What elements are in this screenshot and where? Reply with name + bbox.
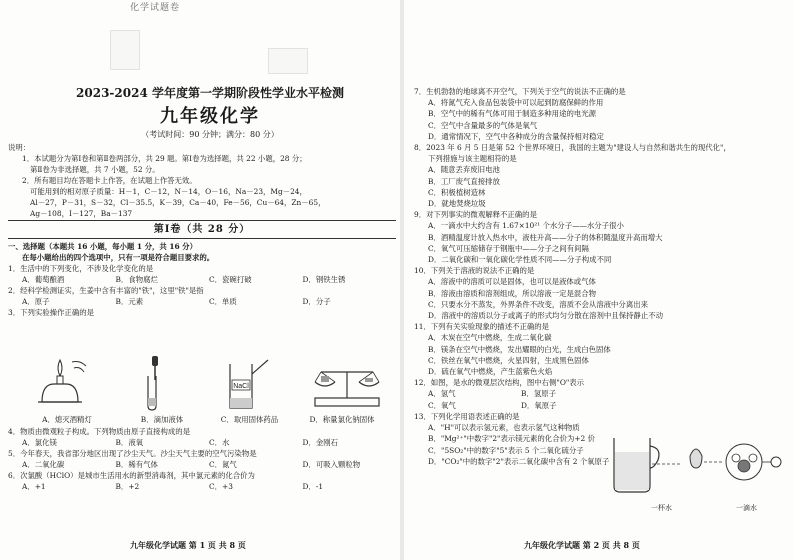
option: D．称量氯化钠固体 xyxy=(309,415,375,424)
page-footer: 九年级化学试题 第 2 页 共 8 页 xyxy=(524,540,640,550)
part-description: 在每小题给出的四个选项中，只有一项是符合题目要求的。 xyxy=(22,253,215,262)
option: D．-1 xyxy=(302,482,324,491)
option: B．液氧 xyxy=(115,438,144,447)
question-stem: 3．下列实验操作正确的是 xyxy=(8,308,95,317)
option: C．空气中含量最多的气体是氧气 xyxy=(428,120,538,130)
option: D．就地焚烧垃圾 xyxy=(428,199,486,209)
option: B．镁条在空气中燃烧，发出耀眼的白光，生成白色固体 xyxy=(428,344,611,354)
exam-grade-title: 九年级化学 xyxy=(160,106,260,127)
option: C．单质 xyxy=(209,297,237,306)
option: B．+2 xyxy=(115,482,140,491)
question-stem: 8．2023 年 6 月 5 日是第 52 个世界环境日，我国的主题为"建设人与自然和谐共生的现代化"， xyxy=(414,143,731,153)
question-stem-cont: 下列措施与该主题相符的是 xyxy=(428,154,517,164)
figure-label-cup: 一杯水 xyxy=(651,504,672,512)
question-stem: 4．物质由微观粒子构成。下列物质由原子直接构成的是 xyxy=(8,427,191,436)
option-row xyxy=(8,437,396,448)
top-scrap-text: 化学试题卷 xyxy=(130,3,181,13)
option: A．熄灭酒精灯 xyxy=(42,415,92,424)
option: C．+3 xyxy=(209,482,233,491)
option: D．溶液中的溶质以分子或离子的形式均匀分散在溶剂中且保持静止不动 xyxy=(428,311,664,321)
nacl-label: NaCl xyxy=(233,383,249,390)
instructions-label: 说明： xyxy=(8,143,31,152)
option: D．"CO₂"中的数字"2"表示二氧化碳中含有 2 个氧原子 xyxy=(428,456,610,466)
option: D．氧原子 xyxy=(521,400,557,410)
option-row xyxy=(414,388,614,399)
option-row xyxy=(8,459,396,470)
question-stem: 13．下列化学用语表述正确的是 xyxy=(414,411,520,421)
instruction-line: Ag－108，I－127，Ba－137 xyxy=(30,209,133,218)
option: B．"Mg²⁺"中数字"2"表示镁元素的化合价为+2 价 xyxy=(428,434,595,444)
option: C．取用固体药品 xyxy=(220,415,279,424)
divider xyxy=(8,220,396,221)
option: D．钢铁生锈 xyxy=(302,275,346,284)
option: A．一滴水中大约含有 1.67×10²¹ 个水分子——水分子很小 xyxy=(428,221,624,231)
option: B．酒精温度计放入热水中，液柱升高——分子的体积随温度升高而增大 xyxy=(428,232,663,242)
option: D．二氧化碳和一氧化碳化学性质不同——分子构成不同 xyxy=(428,255,612,265)
option: A．氢气 xyxy=(428,389,456,399)
option: A．溶液中的溶质可以是固体，也可以是液体或气体 xyxy=(428,277,596,287)
option: A．+1 xyxy=(22,482,46,491)
option-row xyxy=(414,400,614,411)
option: A．氯化镁 xyxy=(22,438,57,447)
page-footer: 九年级化学试题 第 1 页 共 8 页 xyxy=(130,540,246,550)
option: B．食物腐烂 xyxy=(115,275,158,284)
option: A．二氧化碳 xyxy=(22,460,65,469)
option: C．积极植树造林 xyxy=(428,187,486,197)
balance-figure xyxy=(307,354,387,412)
option: B．空气中的稀有气体可用于制造多种用途的电光源 xyxy=(428,109,597,119)
option: C．氧气 xyxy=(428,400,456,410)
instruction-line: 可能用到的相对原子质量：H－1，C－12，N－14，O－16，Na－23，Mg－24， xyxy=(30,187,307,196)
question-stem: 9．对下列事实的微观解释不正确的是 xyxy=(414,210,537,220)
option: D．通常情况下，空气中各种成分的含量保持相对稳定 xyxy=(428,131,604,141)
option: C．只要水分不蒸发，外界条件不改变，溶质不会从溶液中分离出来 xyxy=(428,299,648,309)
option: C．氧气可压缩储存于钢瓶中——分子之间有间隔 xyxy=(428,243,589,253)
option: B．滴加液体 xyxy=(140,415,184,424)
solid-reagent-figure xyxy=(222,354,272,412)
option: C．瓷碗打破 xyxy=(209,275,252,284)
option: C．铁丝在氧气中燃烧，火星四射，生成黑色固体 xyxy=(428,355,589,365)
option: A．随意丢弃废旧电池 xyxy=(428,165,500,175)
option-row xyxy=(8,274,396,285)
water-structure-figure xyxy=(604,428,784,498)
option: B．元素 xyxy=(115,297,144,306)
option: D．金刚石 xyxy=(302,438,338,447)
question-stem: 7．生机勃勃的地球离不开空气，下列关于空气的说法不正确的是 xyxy=(414,87,626,96)
dropper-test-tube-figure xyxy=(132,354,182,412)
faded-figure xyxy=(268,48,308,74)
question-stem: 2．经科学检测证实，生姜中含有丰富的"铁"，这里"铁"是指 xyxy=(8,286,204,295)
option: B．溶液由溶质和溶剂组成，所以溶液一定是混合物 xyxy=(428,288,597,298)
question-stem: 10．下列关于溶液的说法不正确的是 xyxy=(414,266,535,276)
instruction-line: 2．所有题目均在答题卡上作答，在试题上作答无效。 xyxy=(22,176,197,185)
option: B．工厂废气直接排放 xyxy=(428,176,500,186)
alcohol-lamp-blowout-figure xyxy=(32,354,92,412)
option-row xyxy=(8,481,396,492)
option: A．木炭在空气中燃烧，生成二氧化碳 xyxy=(428,333,552,343)
figure-label-drop: 一滴水 xyxy=(736,504,757,512)
section-title: 第Ⅰ卷（共 28 分） xyxy=(153,224,251,235)
q3-figures xyxy=(22,354,392,424)
option: A．将氮气充入食品包装袋中可以起到防腐保鲜的作用 xyxy=(428,98,604,108)
faded-figure xyxy=(110,30,140,70)
option: B．稀有气体 xyxy=(115,460,158,469)
part-title: 一、选择题（本题共 16 小题，每小题 1 分，共 16 分） xyxy=(8,242,197,251)
option: C．"5SO₂"中的数字"5"表示 5 个二氧化硫分子 xyxy=(428,445,584,455)
option: D．可吸入颗粒物 xyxy=(302,460,361,469)
option: B．氢原子 xyxy=(521,389,556,399)
question-stem: 1．生活中的下列变化，不涉及化学变化的是 xyxy=(8,264,154,273)
question-stem: 5．今年春天，我省部分地区出现了沙尘天气。沙尘天气主要的空气污染物是 xyxy=(8,449,257,458)
divider xyxy=(8,238,396,239)
instruction-line: 第Ⅱ卷为非选择题，共 7 小题，52 分。 xyxy=(30,165,160,174)
figure-labels xyxy=(619,503,789,513)
option: C．氮气 xyxy=(209,460,237,469)
option: D．分子 xyxy=(302,297,331,306)
instructions-block xyxy=(8,142,396,318)
question-stem: 6．次氯酸（HClO）是城市生活用水的新型消毒剂，其中氯元素的化合价为 xyxy=(8,471,255,480)
option: A．原子 xyxy=(22,297,50,306)
option: D．硫在氧气中燃烧，产生蓝紫色火焰 xyxy=(428,367,553,377)
exam-info: （考试时间：90 分钟；满分：80 分） xyxy=(141,130,279,139)
question-stem: 11．下列有关实验现象的描述不正确的是 xyxy=(414,322,550,332)
question-stem: 12．如图，是水的微观层次结构，图中右侧"O"表示 xyxy=(414,378,585,388)
questions-block xyxy=(414,86,790,467)
option: A．"H"可以表示氢元素，也表示氢气这种物质 xyxy=(428,423,580,433)
questions-block xyxy=(8,426,396,492)
option-row xyxy=(8,296,396,307)
option: C．水 xyxy=(209,438,230,447)
option: A．葡萄酿酒 xyxy=(22,275,65,284)
instruction-line: Al－27，P－31，S－32，Cl－35.5，K－39，Ca－40，Fe－56，Cu－64，Zn－65， xyxy=(30,198,326,207)
exam-title: 2023-2024 学年度第一学期阶段性学业水平检测 xyxy=(76,86,344,100)
instruction-line: 1．本试题分为第Ⅰ卷和第Ⅱ卷两部分，共 29 题。第Ⅰ卷为选择题，共 22 小题，28 分； xyxy=(22,154,307,163)
exam-page-2 xyxy=(404,0,794,560)
